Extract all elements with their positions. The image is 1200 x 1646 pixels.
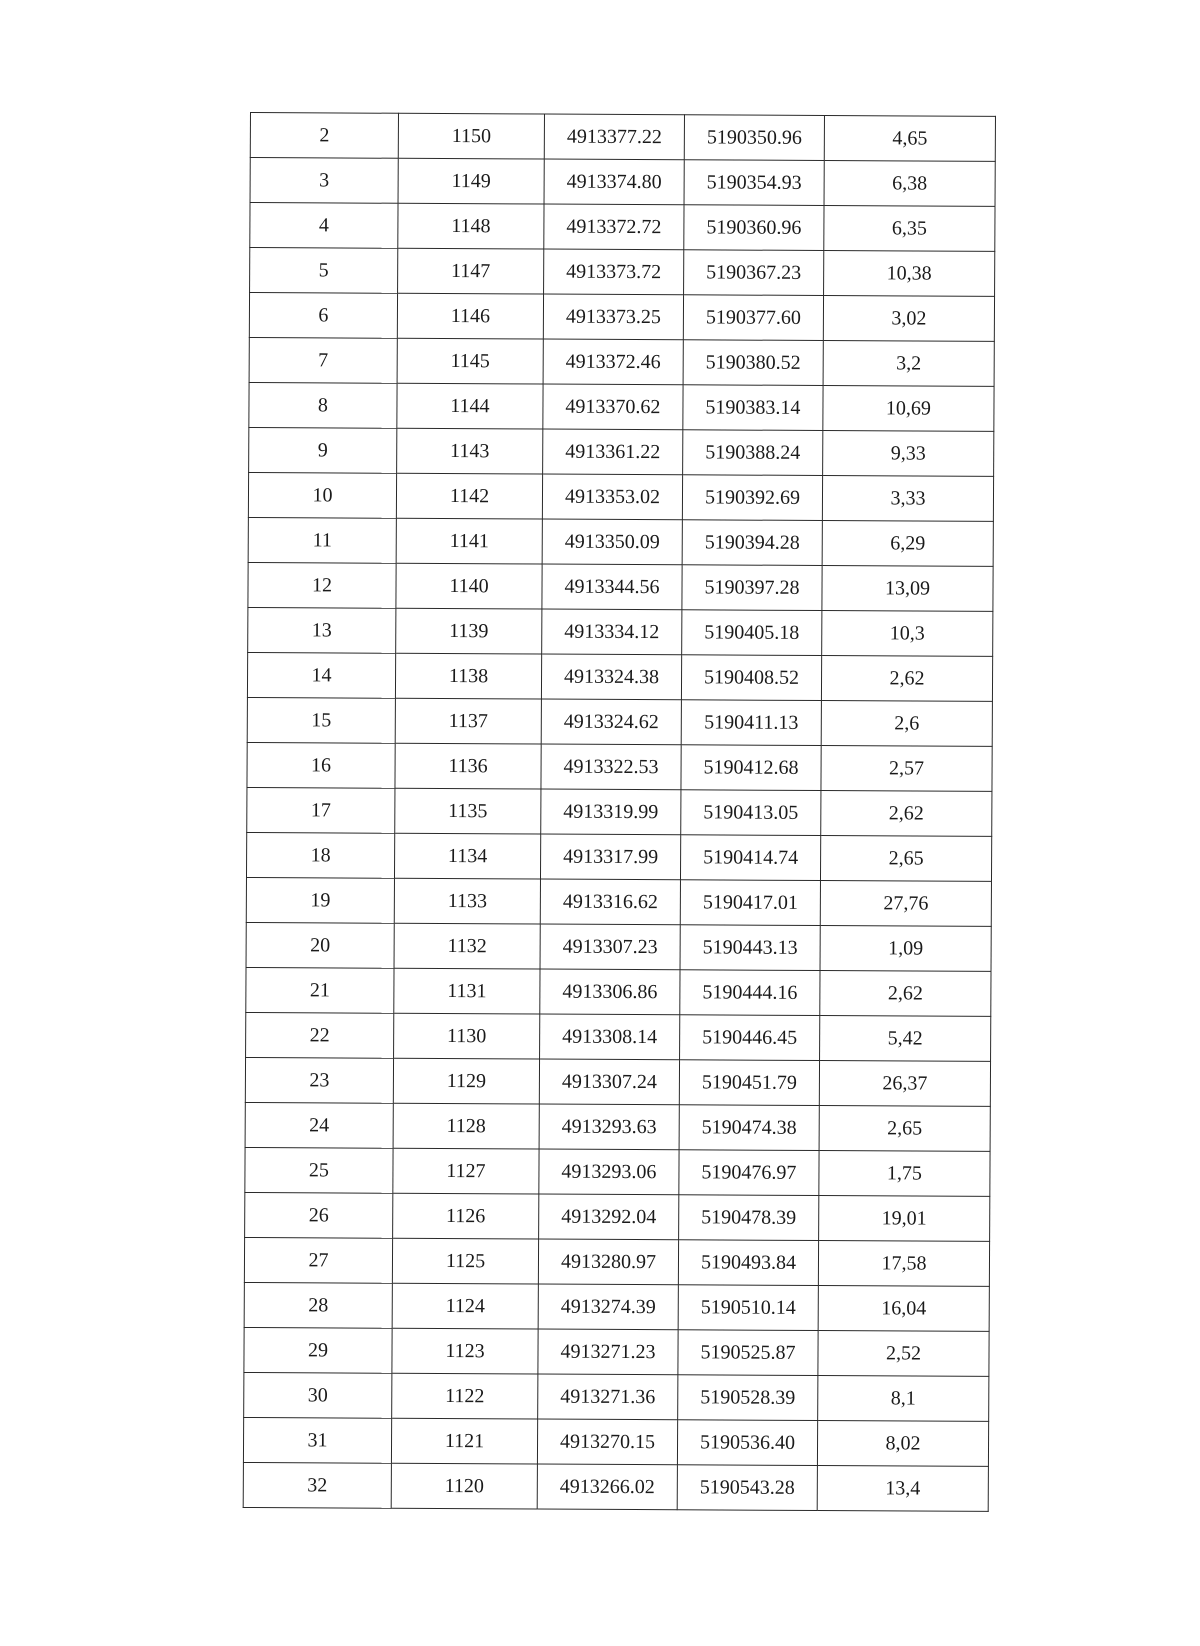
x-coordinate-cell: 4913270.15 <box>537 1419 677 1465</box>
y-coordinate-cell: 5190397.28 <box>682 565 822 611</box>
table-row <box>247 742 992 791</box>
row-number-cell: 28 <box>244 1282 392 1328</box>
y-coordinate-cell: 5190394.28 <box>682 520 822 566</box>
table-row <box>246 877 991 926</box>
table-row <box>249 337 994 386</box>
row-number-cell: 9 <box>249 427 397 473</box>
distance-cell: 17,58 <box>818 1240 989 1286</box>
distance-cell: 2,62 <box>821 656 992 702</box>
y-coordinate-cell: 5190367.23 <box>684 250 824 296</box>
table-row <box>250 248 995 297</box>
table-row <box>244 1282 989 1331</box>
table-row <box>246 1012 991 1061</box>
distance-cell: 5,42 <box>820 1015 991 1061</box>
y-coordinate-cell: 5190417.01 <box>680 880 820 926</box>
x-coordinate-cell: 4913350.09 <box>542 519 682 565</box>
x-coordinate-cell: 4913308.14 <box>540 1014 680 1060</box>
y-coordinate-cell: 5190444.16 <box>680 970 820 1016</box>
distance-cell: 4,65 <box>824 116 995 162</box>
x-coordinate-cell: 4913344.56 <box>542 564 682 610</box>
y-coordinate-cell: 5190478.39 <box>679 1195 819 1241</box>
point-id-cell: 1144 <box>397 383 543 429</box>
x-coordinate-cell: 4913280.97 <box>538 1239 678 1285</box>
point-id-cell: 1141 <box>396 518 542 564</box>
table-row <box>246 832 991 881</box>
point-id-cell: 1120 <box>391 1463 537 1509</box>
point-id-cell: 1147 <box>398 248 544 294</box>
distance-cell: 2,52 <box>818 1330 989 1376</box>
row-number-cell: 23 <box>245 1057 393 1103</box>
distance-cell: 9,33 <box>823 431 994 477</box>
y-coordinate-cell: 5190380.52 <box>683 340 823 386</box>
row-number-cell: 29 <box>244 1327 392 1373</box>
point-id-cell: 1125 <box>392 1238 538 1284</box>
x-coordinate-cell: 4913293.63 <box>539 1104 679 1150</box>
table-row <box>249 382 994 431</box>
point-id-cell: 1123 <box>392 1328 538 1374</box>
row-number-cell: 14 <box>247 652 395 698</box>
table-row <box>247 652 992 701</box>
table-row <box>250 113 995 162</box>
table-row <box>244 1372 989 1421</box>
x-coordinate-cell: 4913319.99 <box>541 789 681 835</box>
point-id-cell: 1134 <box>394 833 540 879</box>
y-coordinate-cell: 5190350.96 <box>684 115 824 161</box>
table-row <box>250 158 995 207</box>
row-number-cell: 10 <box>248 472 396 518</box>
y-coordinate-cell: 5190388.24 <box>683 430 823 476</box>
point-id-cell: 1131 <box>394 968 540 1014</box>
y-coordinate-cell: 5190543.28 <box>677 1465 817 1511</box>
y-coordinate-cell: 5190360.96 <box>684 205 824 251</box>
row-number-cell: 4 <box>250 203 398 249</box>
table-row <box>243 1417 988 1466</box>
table-row <box>245 1102 990 1151</box>
y-coordinate-cell: 5190408.52 <box>681 655 821 701</box>
x-coordinate-cell: 4913373.25 <box>543 294 683 340</box>
point-id-cell: 1129 <box>393 1058 539 1104</box>
y-coordinate-cell: 5190446.45 <box>680 1015 820 1061</box>
table-row <box>248 562 993 611</box>
row-number-cell: 8 <box>249 382 397 428</box>
row-number-cell: 3 <box>250 158 398 204</box>
table-row <box>246 922 991 971</box>
x-coordinate-cell: 4913372.72 <box>544 204 684 250</box>
row-number-cell: 25 <box>245 1147 393 1193</box>
row-number-cell: 22 <box>246 1012 394 1058</box>
distance-cell: 10,69 <box>823 386 994 432</box>
point-id-cell: 1133 <box>394 878 540 924</box>
x-coordinate-cell: 4913361.22 <box>543 429 683 475</box>
row-number-cell: 16 <box>247 742 395 788</box>
row-number-cell: 30 <box>244 1372 392 1418</box>
x-coordinate-cell: 4913306.86 <box>540 969 680 1015</box>
y-coordinate-cell: 5190474.38 <box>679 1105 819 1151</box>
x-coordinate-cell: 4913266.02 <box>537 1464 677 1510</box>
distance-cell: 8,02 <box>817 1420 988 1466</box>
distance-cell: 1,75 <box>819 1150 990 1196</box>
x-coordinate-cell: 4913334.12 <box>542 609 682 655</box>
point-id-cell: 1137 <box>395 698 541 744</box>
point-id-cell: 1136 <box>395 743 541 789</box>
row-number-cell: 20 <box>246 922 394 968</box>
x-coordinate-cell: 4913377.22 <box>544 114 684 160</box>
distance-cell: 3,2 <box>823 341 994 387</box>
x-coordinate-cell: 4913316.62 <box>540 879 680 925</box>
point-id-cell: 1140 <box>396 563 542 609</box>
distance-cell: 3,02 <box>823 296 994 342</box>
coordinate-table <box>243 112 996 1512</box>
table-row <box>243 1462 988 1511</box>
x-coordinate-cell: 4913324.38 <box>541 654 681 700</box>
point-id-cell: 1124 <box>392 1283 538 1329</box>
x-coordinate-cell: 4913372.46 <box>543 339 683 385</box>
distance-cell: 6,38 <box>824 161 995 207</box>
y-coordinate-cell: 5190443.13 <box>680 925 820 971</box>
distance-cell: 2,57 <box>821 745 992 791</box>
x-coordinate-cell: 4913373.72 <box>544 249 684 295</box>
point-id-cell: 1132 <box>394 923 540 969</box>
distance-cell: 16,04 <box>818 1285 989 1331</box>
point-id-cell: 1130 <box>394 1013 540 1059</box>
row-number-cell: 2 <box>250 113 398 159</box>
coordinate-table-body <box>243 113 995 1512</box>
y-coordinate-cell: 5190413.05 <box>681 790 821 836</box>
distance-cell: 3,33 <box>822 476 993 522</box>
y-coordinate-cell: 5190412.68 <box>681 745 821 791</box>
point-id-cell: 1139 <box>396 608 542 654</box>
distance-cell: 27,76 <box>820 880 991 926</box>
distance-cell: 10,3 <box>822 611 993 657</box>
x-coordinate-cell: 4913293.06 <box>539 1149 679 1195</box>
distance-cell: 6,29 <box>822 521 993 567</box>
table-row <box>245 1192 990 1241</box>
distance-cell: 13,09 <box>822 566 993 612</box>
row-number-cell: 13 <box>248 607 396 653</box>
distance-cell: 19,01 <box>819 1195 990 1241</box>
distance-cell: 2,62 <box>820 970 991 1016</box>
row-number-cell: 6 <box>249 293 397 339</box>
table-row <box>248 517 993 566</box>
point-id-cell: 1150 <box>398 113 544 159</box>
x-coordinate-cell: 4913353.02 <box>542 474 682 520</box>
point-id-cell: 1127 <box>393 1148 539 1194</box>
table-row <box>248 607 993 656</box>
table-row <box>247 697 992 746</box>
distance-cell: 26,37 <box>819 1060 990 1106</box>
distance-cell: 10,38 <box>824 251 995 297</box>
distance-cell: 13,4 <box>817 1465 988 1511</box>
row-number-cell: 26 <box>245 1192 393 1238</box>
row-number-cell: 32 <box>243 1462 391 1508</box>
y-coordinate-cell: 5190536.40 <box>677 1420 817 1466</box>
row-number-cell: 21 <box>246 967 394 1013</box>
row-number-cell: 5 <box>250 248 398 294</box>
distance-cell: 6,35 <box>824 206 995 252</box>
row-number-cell: 19 <box>246 877 394 923</box>
x-coordinate-cell: 4913322.53 <box>541 744 681 790</box>
x-coordinate-cell: 4913317.99 <box>540 834 680 880</box>
table-row <box>248 472 993 521</box>
distance-cell: 2,62 <box>821 790 992 836</box>
point-id-cell: 1145 <box>397 338 543 384</box>
y-coordinate-cell: 5190383.14 <box>683 385 823 431</box>
y-coordinate-cell: 5190377.60 <box>683 295 823 341</box>
point-id-cell: 1142 <box>396 473 542 519</box>
row-number-cell: 27 <box>244 1237 392 1283</box>
table-row <box>249 427 994 476</box>
distance-cell: 1,09 <box>820 925 991 971</box>
row-number-cell: 24 <box>245 1102 393 1148</box>
point-id-cell: 1138 <box>395 653 541 699</box>
row-number-cell: 31 <box>243 1417 391 1463</box>
point-id-cell: 1122 <box>392 1373 538 1419</box>
y-coordinate-cell: 5190354.93 <box>684 160 824 206</box>
distance-cell: 8,1 <box>818 1375 989 1421</box>
x-coordinate-cell: 4913292.04 <box>539 1194 679 1240</box>
point-id-cell: 1143 <box>397 428 543 474</box>
table-row <box>245 1147 990 1196</box>
y-coordinate-cell: 5190392.69 <box>682 475 822 521</box>
row-number-cell: 12 <box>248 562 396 608</box>
point-id-cell: 1135 <box>395 788 541 834</box>
distance-cell: 2,6 <box>821 701 992 747</box>
table-row <box>249 293 994 342</box>
point-id-cell: 1148 <box>398 203 544 249</box>
row-number-cell: 17 <box>247 787 395 833</box>
table-row <box>244 1237 989 1286</box>
y-coordinate-cell: 5190405.18 <box>682 610 822 656</box>
table-row <box>244 1327 989 1376</box>
row-number-cell: 7 <box>249 337 397 383</box>
y-coordinate-cell: 5190510.14 <box>678 1285 818 1331</box>
point-id-cell: 1128 <box>393 1103 539 1149</box>
table-row <box>250 203 995 252</box>
x-coordinate-cell: 4913307.23 <box>540 924 680 970</box>
y-coordinate-cell: 5190411.13 <box>681 700 821 746</box>
distance-cell: 2,65 <box>820 835 991 881</box>
y-coordinate-cell: 5190414.74 <box>680 835 820 881</box>
y-coordinate-cell: 5190451.79 <box>679 1060 819 1106</box>
y-coordinate-cell: 5190525.87 <box>678 1330 818 1376</box>
point-id-cell: 1146 <box>397 293 543 339</box>
y-coordinate-cell: 5190528.39 <box>678 1375 818 1421</box>
distance-cell: 2,65 <box>819 1105 990 1151</box>
table-row <box>245 1057 990 1106</box>
point-id-cell: 1149 <box>398 158 544 204</box>
x-coordinate-cell: 4913370.62 <box>543 384 683 430</box>
row-number-cell: 15 <box>247 697 395 743</box>
table-row <box>247 787 992 836</box>
x-coordinate-cell: 4913307.24 <box>539 1059 679 1105</box>
y-coordinate-cell: 5190493.84 <box>678 1240 818 1286</box>
table-row <box>246 967 991 1016</box>
point-id-cell: 1126 <box>393 1193 539 1239</box>
row-number-cell: 18 <box>246 832 394 878</box>
point-id-cell: 1121 <box>391 1418 537 1464</box>
x-coordinate-cell: 4913374.80 <box>544 159 684 205</box>
x-coordinate-cell: 4913274.39 <box>538 1284 678 1330</box>
x-coordinate-cell: 4913271.23 <box>538 1329 678 1375</box>
y-coordinate-cell: 5190476.97 <box>679 1150 819 1196</box>
x-coordinate-cell: 4913324.62 <box>541 699 681 745</box>
row-number-cell: 11 <box>248 517 396 563</box>
x-coordinate-cell: 4913271.36 <box>538 1374 678 1420</box>
